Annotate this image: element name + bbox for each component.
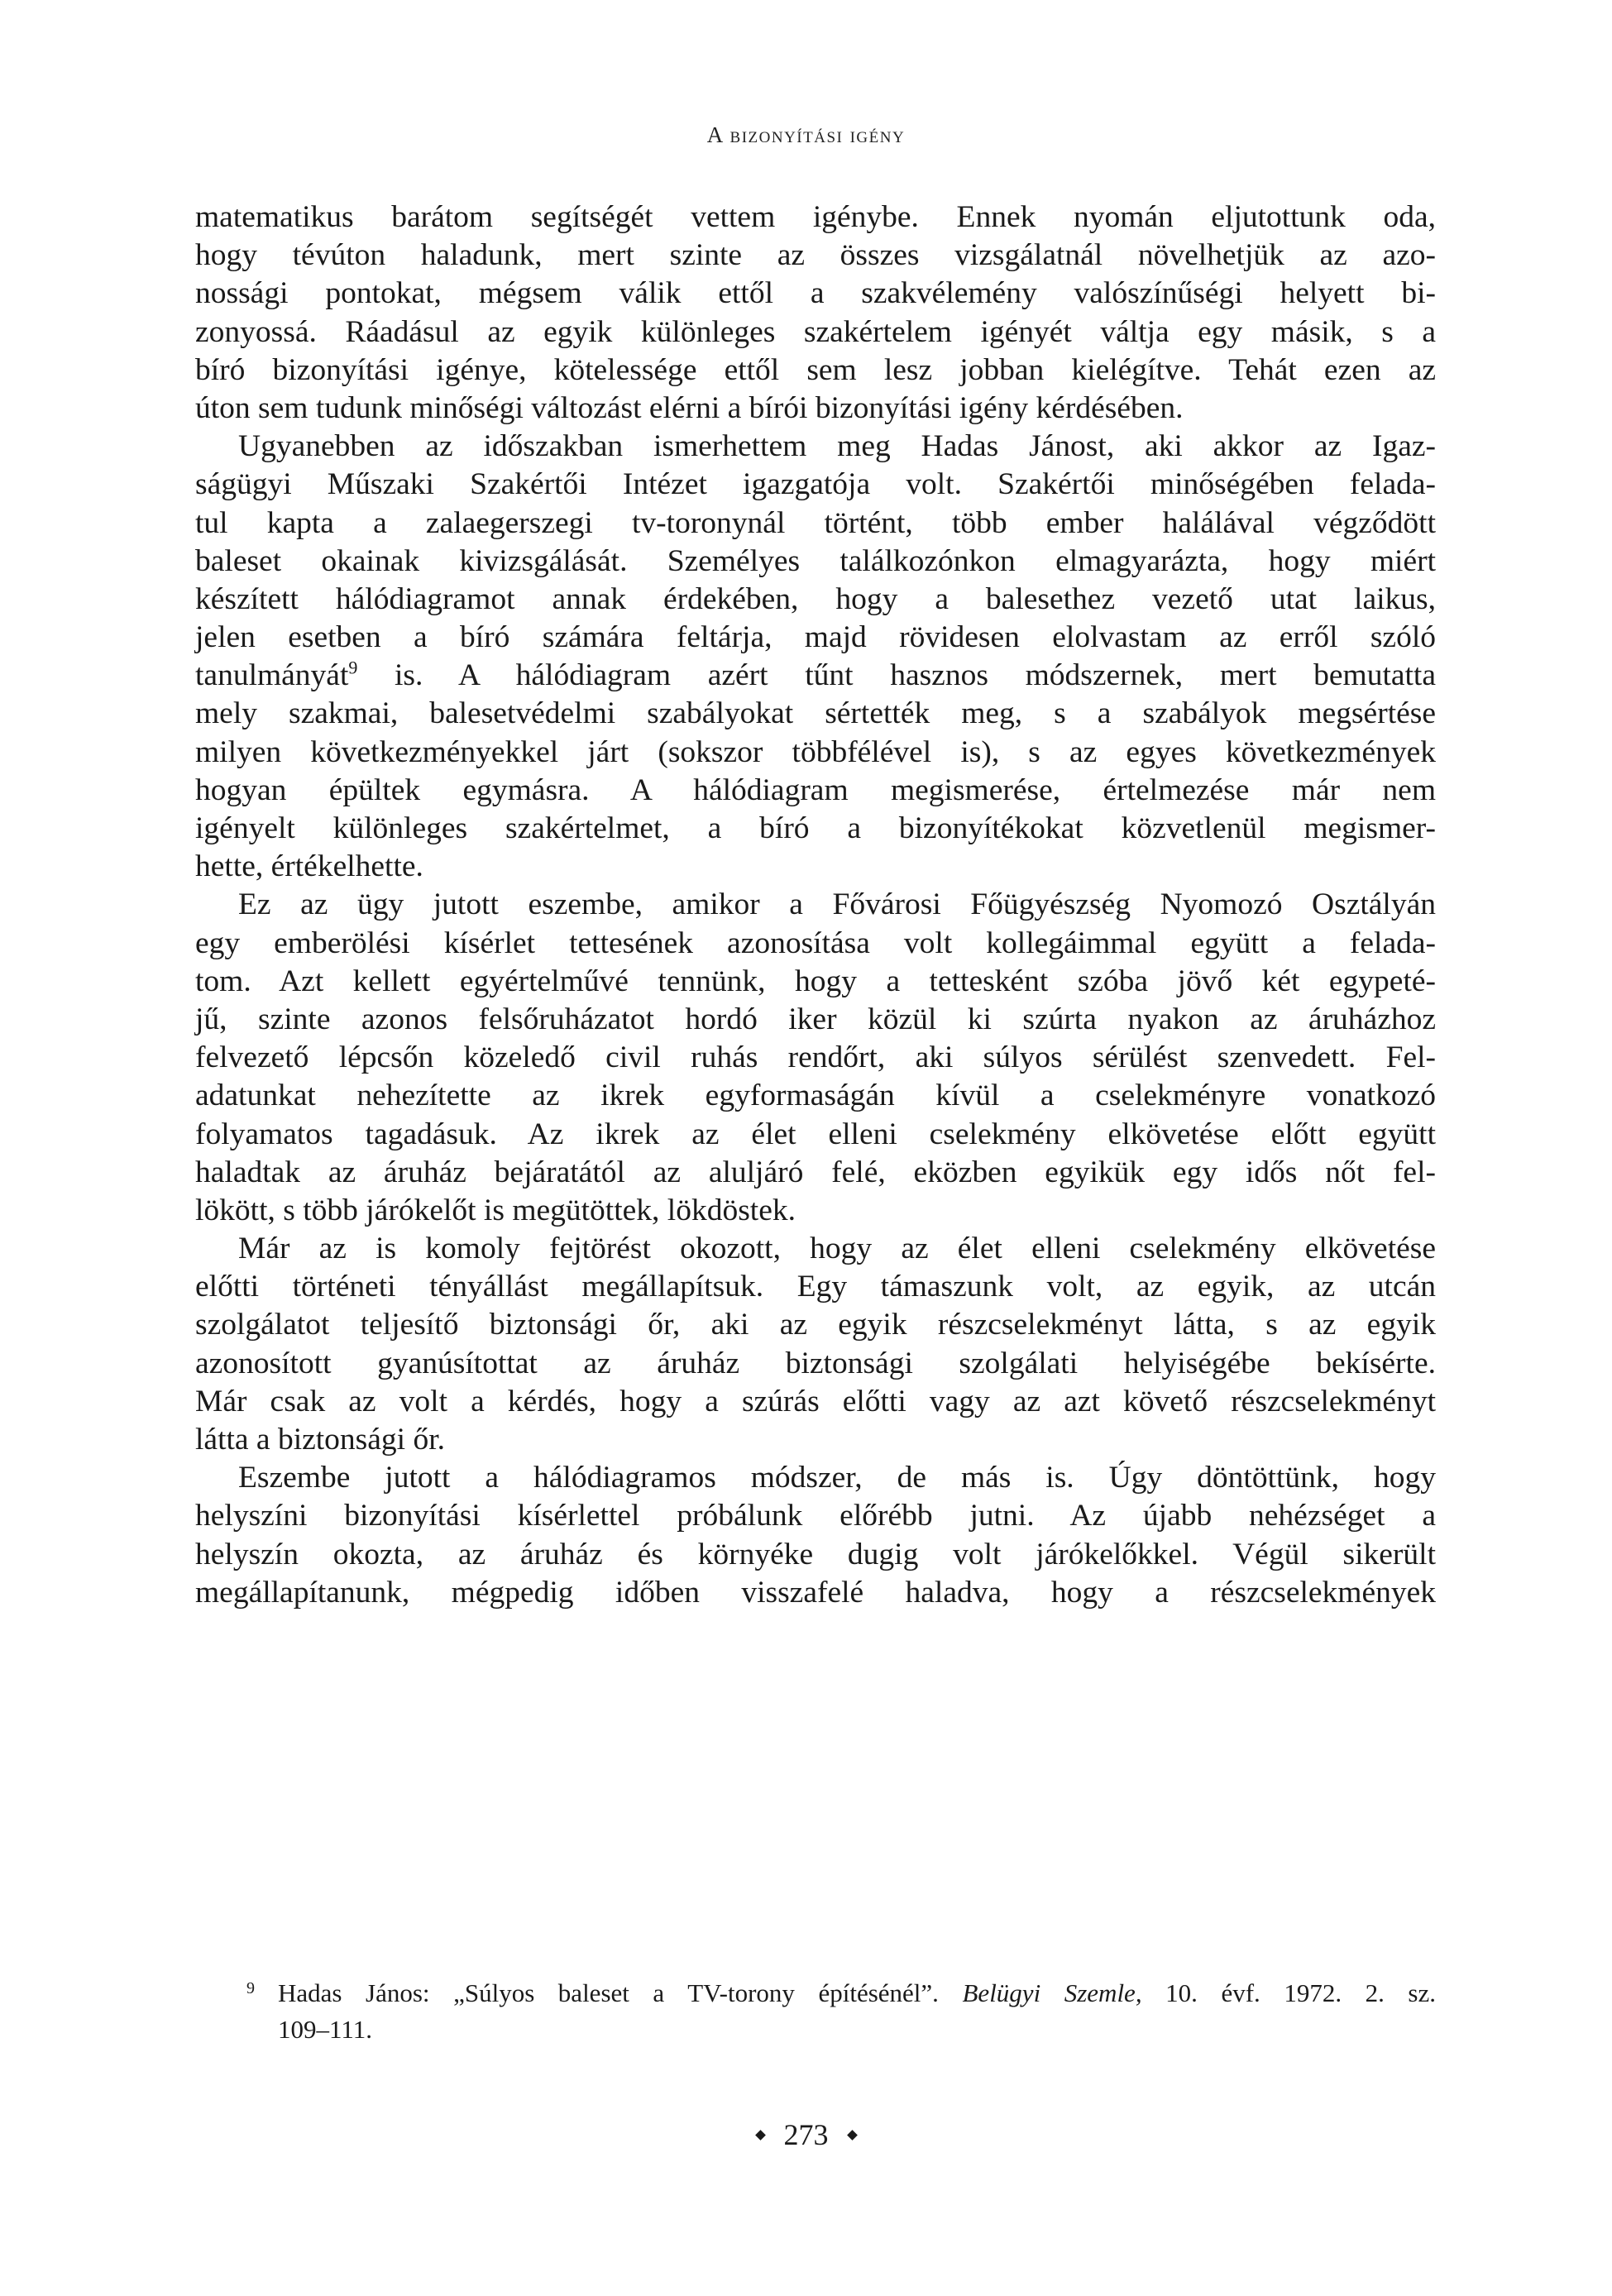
text-line: Ugyanebben az időszakban ismerhettem meg Hadas Jánost, aki akkor az Igaz-: [238, 429, 1436, 464]
footnote-journal: Belügyi Szemle,: [962, 1978, 1142, 2007]
footnote-volume: 10. évf. 1972. 2. sz.: [1141, 1978, 1437, 2007]
paragraph: [195, 1230, 1436, 1459]
text-line: hogy tévúton haladunk, mert szinte az összes vizsgálatnál növelhetjük az azo-: [195, 238, 1436, 273]
text-line: úton sem tudunk minőségi változást elérni a bírói bizonyítási igény kérdésében.: [195, 390, 1184, 425]
text-line: nossági pontokat, mégsem válik ettől a szakvélemény valószínűségi helyett bi-: [195, 276, 1436, 311]
text-line: helyszíni bizonyítási kísérlettel próbálunk előrébb jutni. Az újabb nehézséget a: [195, 1499, 1436, 1533]
footnote-line-2: 109–111.: [278, 2015, 372, 2044]
text-line: hette, értékelhette.: [195, 849, 423, 884]
text-line: jelen esetben a bíró számára feltárja, majd rövidesen elolvastam az erről szóló: [195, 620, 1436, 655]
text-line: szolgálatot teljesítő biztonsági őr, aki az egyik részcselekményt látta, s az egyik: [195, 1308, 1436, 1342]
text-line: milyen következményekkel járt (sokszor többfélével is), s az egyes következmények: [195, 734, 1436, 769]
text-line: Már csak az volt a kérdés, hogy a szúrás előtti vagy az azt követő részcselekményt: [195, 1384, 1436, 1418]
diamond-bullet-icon: [847, 2130, 858, 2141]
text-line: azonosított gyanúsítottat az áruház biztonsági szolgálati helyiségébe bekísérte.: [195, 1346, 1436, 1380]
text-line: bíró bizonyítási igénye, kötelessége ettől sem lesz jobban kielégítve. Tehát ezen az: [195, 352, 1436, 387]
text-line: tanulmányát$^9$ is. A hálódiagram azért tűnt hasznos módszernek, mert bemutatta: [195, 657, 1436, 693]
text-line: előtti történeti tényállást megállapítsuk. Egy támaszunk volt, az egyik, az utcán: [195, 1270, 1436, 1304]
text-line: Eszembe jutott a hálódiagramos módszer, de más is. Úgy döntöttünk, hogy: [238, 1461, 1436, 1495]
page-number-text: 273: [783, 2118, 829, 2151]
text-line: megállapítanunk, mégpedig időben visszafelé haladva, hogy a részcselekmények: [195, 1575, 1436, 1610]
paragraph: [195, 886, 1436, 1230]
text-line: folyamatos tagadásuk. Az ikrek az élet elleni cselekmény elkövetése előtt együtt: [195, 1117, 1436, 1151]
running-head: A bizonyítási igény: [706, 122, 906, 147]
text-line: haladtak az áruház bejáratától az aluljáró felé, eközben egyikük egy idős nőt fel-: [195, 1155, 1436, 1189]
paragraph: [195, 428, 1436, 886]
text-line: lökött, s több járókelőt is megütöttek, lökdöstek.: [195, 1193, 796, 1227]
text-line: zonyossá. Ráadásul az egyik különleges szakértelem igényét váltja egy másik, s a: [195, 314, 1436, 349]
text-line: tul kapta a zalaegerszegi tv-toronynál történt, több ember halálával végződött: [195, 505, 1436, 540]
text-line: egy emberölési kísérlet tettesének azonosítása volt kollegáimmal együtt a felada-: [195, 926, 1436, 960]
diamond-bullet-icon: [755, 2130, 766, 2141]
text-line: jű, szinte azonos felsőruházatot hordó iker közül ki szúrta nyakon az áruházhoz: [195, 1002, 1436, 1036]
text-line: ságügyi Műszaki Szakértői Intézet igazgatója volt. Szakértői minőségében felada-: [195, 467, 1436, 502]
text-line: hogyan épültek egymásra. A hálódiagram megismerése, értelmezése már nem: [195, 773, 1436, 807]
text-line: Ez az ügy jutott eszembe, amikor a Fővárosi Főügyészség Nyomozó Osztályán: [238, 887, 1436, 922]
text-line: baleset okainak kivizsgálását. Személyes találkozónkon elmagyarázta, hogy miért: [195, 543, 1436, 578]
text-line: mely szakmai, balesetvédelmi szabályokat sértették meg, s a szabályok megsértése: [195, 696, 1436, 731]
body-text: [195, 199, 1436, 1612]
text-line: tom. Azt kellett egyértelművé tennünk, hogy a tettesként szóba jövő két egypeté-: [195, 964, 1436, 998]
page-number: [0, 2117, 1612, 2152]
text-line: helyszín okozta, az áruház és környéke dugig volt járókelőkkel. Végül sikerült: [195, 1537, 1436, 1571]
footnote-line-1: [278, 1975, 1436, 2011]
text-line: adatunkat nehezítette az ikrek egyformaságán kívül a cselekményre vonatkozó: [195, 1079, 1436, 1113]
text-line: matematikus barátom segítségét vettem igénybe. Ennek nyomán eljutottunk oda,: [195, 200, 1436, 234]
text-line: készített hálódiagramot annak érdekében, hogy a balesethez vezető utat laikus,: [195, 581, 1436, 616]
paragraph: [195, 199, 1436, 428]
footnote-number: 9: [246, 1979, 255, 1997]
text-line: felvezető lépcsőn közeledő civil ruhás rendőrt, aki súlyos sérülést szenvedett. Fel-: [195, 1040, 1436, 1075]
text-line: Már az is komoly fejtörést okozott, hogy az élet elleni cselekmény elkövetése: [238, 1232, 1436, 1266]
footnote: [195, 1975, 1436, 2048]
text-line: látta a biztonsági őr.: [195, 1423, 445, 1457]
footnote-citation: Hadas János: „Súlyos baleset a TV-torony építésénél”.: [278, 1978, 963, 2007]
footnote-reference[interactable]: 9: [348, 657, 358, 678]
paragraph: [195, 1459, 1436, 1612]
text-line: igényelt különleges szakértelmet, a bíró a bizonyítékokat közvetlenül megismer-: [195, 811, 1436, 845]
